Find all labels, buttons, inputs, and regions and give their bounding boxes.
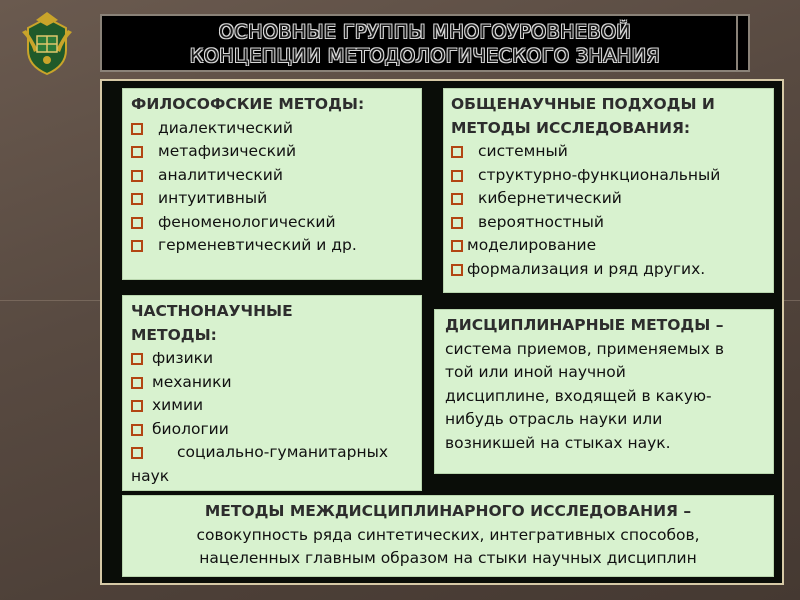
list-item: герменевтический и др. bbox=[131, 234, 413, 258]
list-item: интуитивный bbox=[131, 187, 413, 211]
particular-scientific-box bbox=[122, 295, 422, 491]
list-item: кибернетический bbox=[451, 187, 765, 211]
checkbox-bullet-icon bbox=[131, 170, 143, 182]
disciplinary-text-line: возникшей на стыках наук. bbox=[445, 433, 671, 452]
list-item: системный bbox=[451, 140, 765, 164]
content-panel bbox=[100, 79, 784, 585]
checkbox-bullet-icon bbox=[131, 217, 143, 229]
list-item: социально-гуманитарных bbox=[131, 441, 413, 465]
disciplinary-text-line: система приемов, применяемых в bbox=[445, 339, 724, 358]
checkbox-bullet-icon bbox=[451, 146, 463, 158]
checkbox-bullet-icon bbox=[131, 193, 143, 205]
interdisciplinary-methods-box bbox=[122, 495, 774, 577]
checkbox-bullet-icon bbox=[131, 240, 143, 252]
checkbox-bullet-icon bbox=[451, 240, 463, 252]
general-scientific-heading-1: ОБЩЕНАУЧНЫЕ ПОДХОДЫ И bbox=[451, 95, 715, 113]
disciplinary-methods-heading: ДИСЦИПЛИНАРНЫЕ МЕТОДЫ – bbox=[445, 316, 724, 334]
title-line-1: ОСНОВНЫЕ ГРУППЫ МНОГОУРОВНЕВОЙ bbox=[218, 21, 632, 43]
philosophical-methods-heading: ФИЛОСОФСКИЕ МЕТОДЫ: bbox=[131, 95, 365, 113]
list-item: химии bbox=[131, 394, 413, 418]
checkbox-bullet-icon bbox=[451, 170, 463, 182]
particular-scientific-heading-2: МЕТОДЫ: bbox=[131, 325, 217, 344]
list-item: формализация и ряд других. bbox=[451, 258, 765, 282]
checkbox-bullet-icon bbox=[131, 146, 143, 158]
disciplinary-text-line: нибудь отрасль науки или bbox=[445, 410, 663, 428]
emblem-icon bbox=[22, 10, 72, 76]
list-item: феноменологический bbox=[131, 211, 413, 235]
list-item: механики bbox=[131, 371, 413, 395]
title-banner bbox=[100, 14, 750, 72]
checkbox-bullet-icon bbox=[131, 353, 143, 365]
philosophical-methods-box bbox=[122, 88, 422, 280]
disciplinary-methods-box bbox=[434, 309, 774, 474]
list-item: аналитический bbox=[131, 164, 413, 188]
list-item: вероятностный bbox=[451, 211, 765, 235]
interdisciplinary-heading: МЕТОДЫ МЕЖДИСЦИПЛИНАРНОГО ИССЛЕДОВАНИЯ – bbox=[204, 502, 692, 520]
checkbox-bullet-icon bbox=[451, 264, 463, 276]
title-line-2: КОНЦЕПЦИИ МЕТОДОЛОГИЧЕСКОГО ЗНАНИЯ bbox=[189, 45, 661, 67]
list-item: диалектический bbox=[131, 117, 413, 141]
list-item: биологии bbox=[131, 418, 413, 442]
checkbox-bullet-icon bbox=[131, 447, 143, 459]
checkbox-bullet-icon bbox=[131, 424, 143, 436]
disciplinary-text-line: той или иной научной bbox=[445, 363, 626, 381]
checkbox-bullet-icon bbox=[451, 217, 463, 229]
list-item: метафизический bbox=[131, 140, 413, 164]
checkbox-bullet-icon bbox=[131, 400, 143, 412]
list-item: структурно-функциональный bbox=[451, 164, 765, 188]
list-item: наук bbox=[131, 466, 170, 485]
general-scientific-heading-2: МЕТОДЫ ИССЛЕДОВАНИЯ: bbox=[451, 118, 691, 137]
interdisciplinary-text-line-2: нацеленных главным образом на стыки научных дисциплин bbox=[199, 549, 697, 567]
disciplinary-text-line: дисциплине, входящей в какую- bbox=[445, 386, 712, 405]
checkbox-bullet-icon bbox=[131, 377, 143, 389]
interdisciplinary-text-line-1: совокупность ряда синтетических, интегративных способов, bbox=[196, 525, 700, 544]
checkbox-bullet-icon bbox=[451, 193, 463, 205]
list-item: моделирование bbox=[451, 234, 765, 258]
general-scientific-box bbox=[443, 88, 774, 293]
title-tab-divider bbox=[736, 16, 748, 70]
particular-scientific-heading-1: ЧАСТНОНАУЧНЫЕ bbox=[131, 302, 293, 320]
checkbox-bullet-icon bbox=[131, 123, 143, 135]
list-item: физики bbox=[131, 347, 413, 371]
